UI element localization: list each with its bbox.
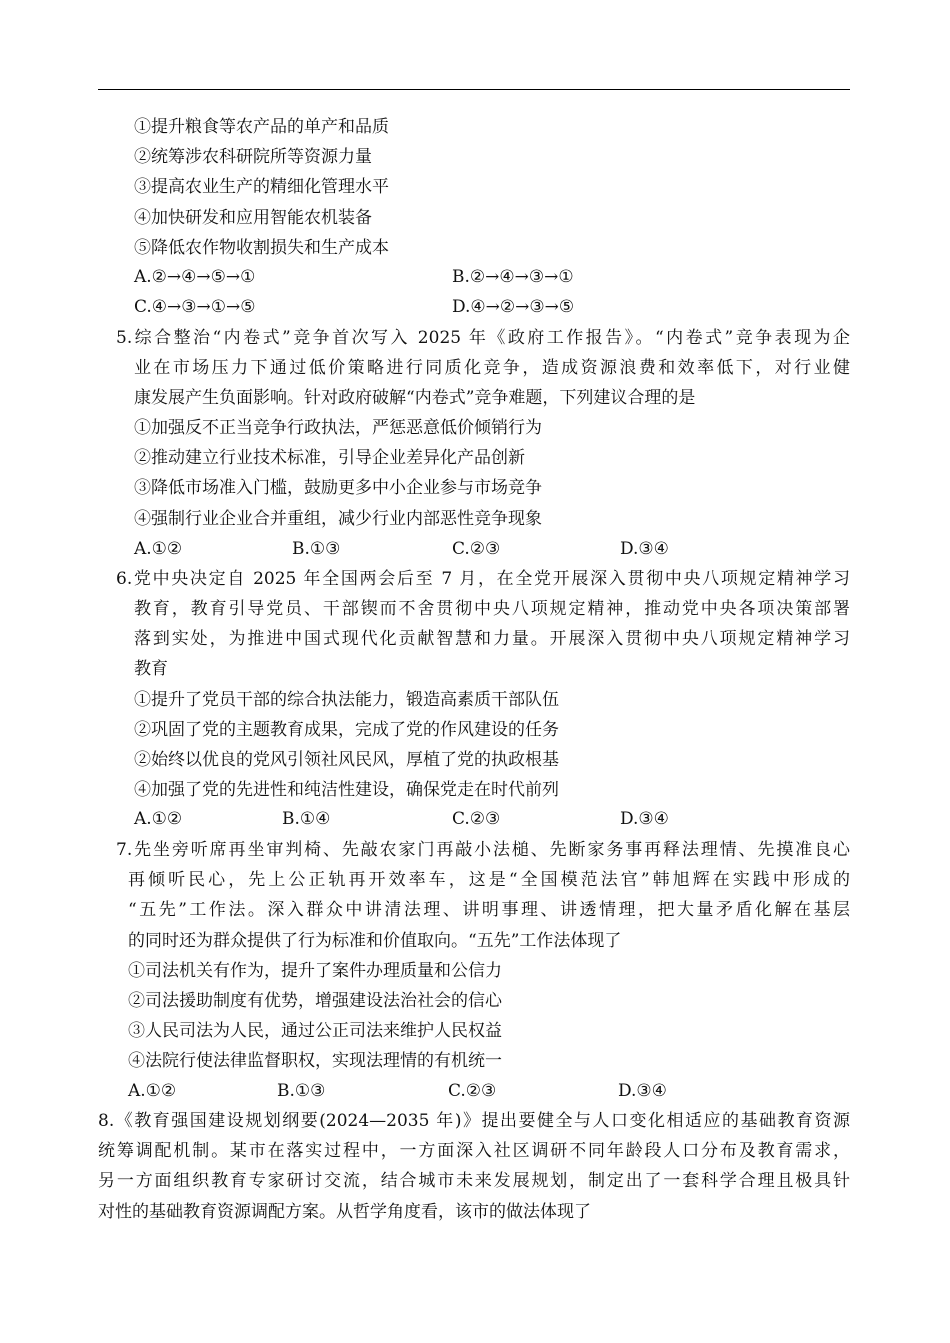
q4-answer-d[interactable]: D.④→②→③→⑤ (452, 297, 575, 317)
q7-stem-line: 的同时还为群众提供了行为标准和价值取向。“五先”工作法体现了 (128, 931, 622, 951)
q8-stem-line: 8.《教育强国建设规划纲要(2024—2035 年)》提出要健全与人口变化相适应的基础教育资源 (98, 1111, 850, 1131)
q7-stem-line: “五先”工作法。深入群众中讲清法理、讲明事理、讲透情理，把大量矛盾化解在基层 (128, 900, 850, 920)
q5-option-3: ③降低市场准入门槛，鼓励更多中小企业参与市场竞争 (134, 478, 542, 498)
q6-option-3: ②始终以优良的党风引领社风民风，厚植了党的执政根基 (134, 750, 559, 770)
q7-option-2: ②司法援助制度有优势，增强建设法治社会的信心 (128, 991, 502, 1011)
q6-option-2: ②巩固了党的主题教育成果，完成了党的作风建设的任务 (134, 720, 559, 740)
q7-answer-a[interactable]: A.①② (128, 1081, 177, 1101)
q8-stem-line: 另一方面组织教育专家研讨交流，结合城市未来发展规划，制定出了一套科学合理且极具针 (98, 1171, 850, 1191)
q8-stem-line: 对性的基础教育资源调配方案。从哲学角度看，该市的做法体现了 (98, 1202, 591, 1222)
q4-option-1: ①提升粮食等农产品的单产和品质 (134, 117, 389, 137)
q4-option-5: ⑤降低农作物收割损失和生产成本 (134, 238, 389, 258)
q6-answer-d[interactable]: D.③④ (620, 809, 669, 829)
q7-answer-b[interactable]: B.①③ (277, 1081, 326, 1101)
q5-stem-line: 5.综合整治“内卷式”竞争首次写入 2025 年《政府工作报告》。“内卷式”竞争表现为企 (116, 328, 850, 348)
q7-option-4: ④法院行使法律监督职权，实现法理情的有机统一 (128, 1051, 502, 1071)
q6-answer-a[interactable]: A.①② (134, 809, 183, 829)
q7-answer-d[interactable]: D.③④ (618, 1081, 667, 1101)
q6-stem-line: 落到实处，为推进中国式现代化贡献智慧和力量。开展深入贯彻中央八项规定精神学习 (134, 629, 850, 649)
q4-option-4: ④加快研发和应用智能农机装备 (134, 208, 372, 228)
q4-answer-b[interactable]: B.②→④→③→① (452, 267, 574, 287)
q6-stem-line: 教育，教育引导党员、干部锲而不舍贯彻中央八项规定精神，推动党中央各项决策部署 (134, 599, 850, 619)
header-rule (98, 89, 850, 90)
q5-answer-c[interactable]: C.②③ (452, 539, 501, 559)
q5-stem-line: 康发展产生负面影响。针对政府破解“内卷式”竞争难题，下列建议合理的是 (134, 388, 696, 408)
q5-answer-d[interactable]: D.③④ (620, 539, 669, 559)
q5-answer-a[interactable]: A.①② (134, 539, 183, 559)
q5-option-2: ②推动建立行业技术标准，引导企业差异化产品创新 (134, 448, 525, 468)
q6-answer-b[interactable]: B.①④ (282, 809, 331, 829)
q6-option-1: ①提升了党员干部的综合执法能力，锻造高素质干部队伍 (134, 690, 559, 710)
q6-option-4: ④加强了党的先进性和纯洁性建设，确保党走在时代前列 (134, 780, 559, 800)
q7-answer-c[interactable]: C.②③ (448, 1081, 497, 1101)
q5-answer-b[interactable]: B.①③ (292, 539, 341, 559)
q4-option-3: ③提高农业生产的精细化管理水平 (134, 177, 389, 197)
q6-stem-line: 6.党中央决定自 2025 年全国两会后至 7 月，在全党开展深入贯彻中央八项规定精神学习 (116, 569, 850, 589)
q6-stem-line: 教育 (134, 659, 168, 679)
q6-answer-c[interactable]: C.②③ (452, 809, 501, 829)
q4-answer-c[interactable]: C.④→③→①→⑤ (134, 297, 256, 317)
q5-option-4: ④强制行业企业合并重组，减少行业内部恶性竞争现象 (134, 509, 542, 529)
q5-stem-line: 业在市场压力下通过低价策略进行同质化竞争，造成资源浪费和效率低下，对行业健 (134, 358, 850, 378)
q8-stem-line: 统筹调配机制。某市在落实过程中，一方面深入社区调研不同年龄段人口分布及教育需求， (98, 1141, 850, 1161)
q4-answer-a[interactable]: A.②→④→⑤→① (134, 267, 256, 287)
q7-stem-line: 再倾听民心，先上公正轨再开效率车，这是“全国模范法官”韩旭辉在实践中形成的 (128, 870, 850, 890)
q7-stem-line: 7.先坐旁听席再坐审判椅、先敲农家门再敲小法槌、先断家务事再释法理情、先摸准良心 (116, 840, 850, 860)
q7-option-3: ③人民司法为人民，通过公正司法来维护人民权益 (128, 1021, 502, 1041)
q4-option-2: ②统筹涉农科研院所等资源力量 (134, 147, 372, 167)
q7-option-1: ①司法机关有作为，提升了案件办理质量和公信力 (128, 961, 502, 981)
q5-option-1: ①加强反不正当竞争行政执法，严惩恶意低价倾销行为 (134, 418, 542, 438)
